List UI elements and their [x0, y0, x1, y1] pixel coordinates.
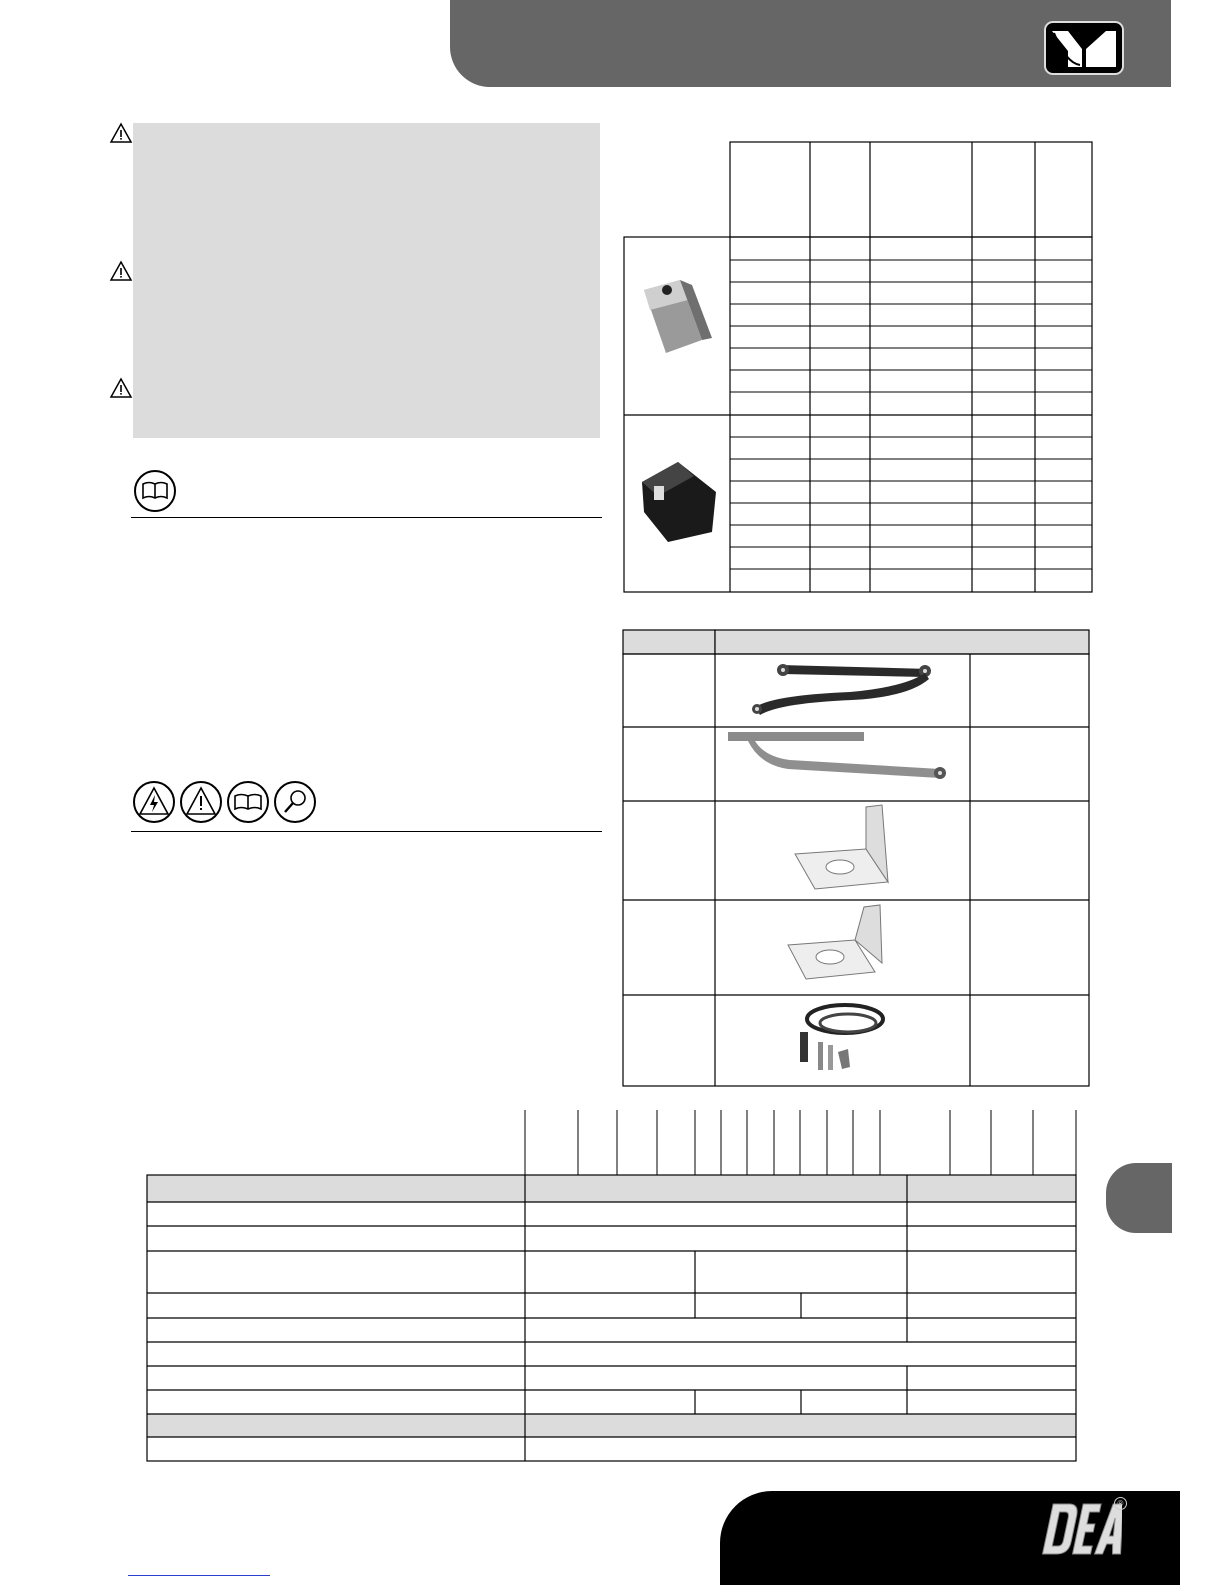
specs-table [140, 1108, 1090, 1464]
manual-book-icon [134, 470, 176, 512]
warning-triangle-icon [109, 377, 133, 399]
warning-triangle-icon [180, 781, 222, 823]
warning-block [133, 123, 600, 438]
section-rule [131, 517, 602, 518]
black-operator-unit-image [642, 462, 716, 542]
section-rule [131, 831, 602, 832]
magnifier-icon [274, 781, 316, 823]
manual-book-icon [227, 781, 269, 823]
accessories-table [620, 627, 1095, 1092]
straight-arm-image [728, 732, 946, 779]
product-table [620, 140, 1095, 595]
footer-link-underline[interactable] [128, 1575, 270, 1576]
warning-triangle-icon [109, 122, 133, 144]
brand-mark-icon [1044, 21, 1124, 75]
curved-arm-image [752, 664, 931, 715]
mounting-bracket-alt-image [788, 905, 882, 979]
warning-triangle-icon [109, 260, 133, 282]
section-side-tab [1106, 1163, 1172, 1233]
registered-mark: ® [1114, 1497, 1127, 1510]
grey-operator-unit-image [644, 280, 712, 353]
dea-logo [1040, 1500, 1122, 1558]
cable-and-tools-kit-image [800, 1005, 883, 1070]
electric-hazard-icon [133, 781, 175, 823]
mounting-bracket-image [795, 805, 888, 889]
